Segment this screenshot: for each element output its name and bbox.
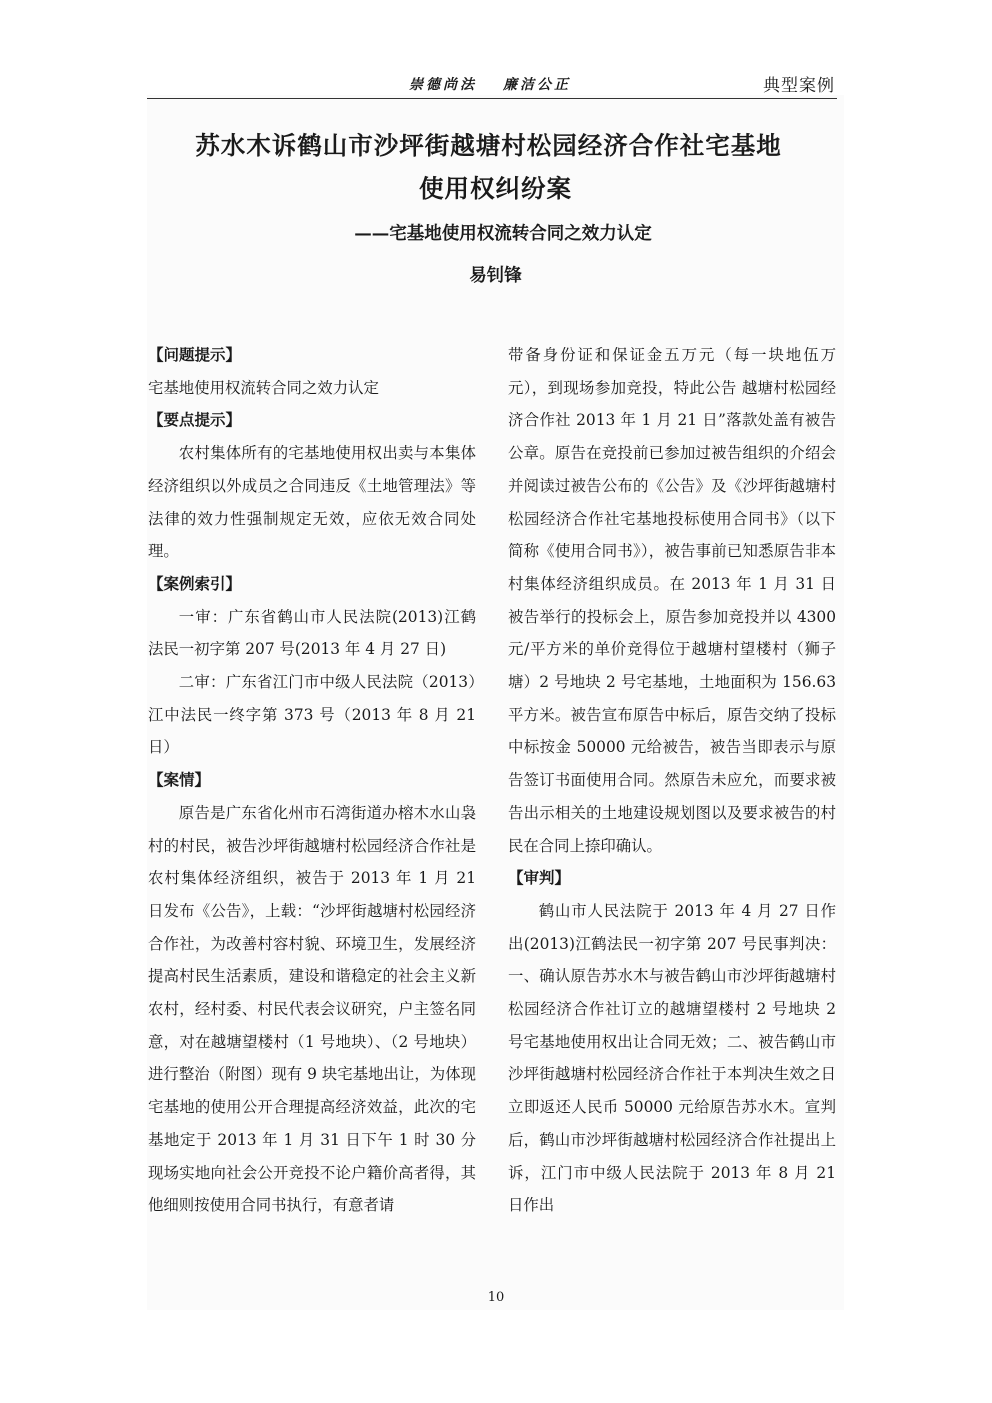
judgment-text: 鹤山市人民法院于 2013 年 4 月 27 日作出(2013)江鹤法民一初字第 207 号民事判决：一、确认原告苏水木与被告鹤山市沙坪街越塘村松园经济合作社订立的越塘望楼村 2 号地块 2 号宅基地使用权出让合同无效；二、被告鹤山市沙坪街越塘村松园经济合作社于本判决生效之日立即返还人民币 50000 元给原告苏水木。宣判后，鹤山市沙坪街越塘村松园经济合作社提出上诉，江门市中级人民法院于 2013 年 8 月 21 日作出	[508, 901, 836, 1215]
facts-text: 原告是广东省化州市石湾街道办榕木水山袅村的村民，被告沙坪街越塘村松园经济合作社是农村集体经济组织，被告于 2013 年 1 月 21 日发布《公告》，上载：“沙坪街越塘村松园经济合作社，为改善村容村貌、环境卫生，发展经济提高村民生活素质，建设和谐稳定的社会主义新农村，经村委、村民代表会议研究，户主签名同意，对在越塘望楼村（1 号地块）、（2 号地块）进行整治（附图）现有 9 块宅基地出让，为体现宅基地的使用公开合理提高经济效益，此次的宅基地定于 2013 年 1 月 31 日下午 1 时 30 分现场实地向社会公开竞投不论户籍价高者得，其他细则按使用合同书执行，有意者请	[148, 803, 476, 1215]
page-header	[147, 68, 837, 99]
article-subtitle: ——宅基地使用权流转合同之效力认定	[354, 224, 652, 244]
motto-1: 崇德尚法	[409, 77, 477, 93]
header-motto	[409, 74, 597, 94]
motto-2: 廉洁公正	[503, 77, 571, 93]
right-column	[508, 339, 836, 1222]
key-points-text: 农村集体所有的宅基地使用权出卖与本集体经济组织以外成员之合同违反《土地管理法》等法律的效力性强制规定无效，应依无效合同处理。	[148, 444, 476, 561]
article-title-line-1: 苏水木诉鹤山市沙坪街越塘村松园经济合作社宅基地	[195, 131, 782, 160]
case-index-second-instance: 二审：广东省江门市中级人民法院（2013）江中法民一终字第 373 号（2013 年 8 月 21 日）	[148, 673, 476, 757]
heading-judgment: 【审判】	[508, 869, 571, 888]
article-author: 易钊锋	[469, 266, 522, 286]
facts-continued-text: 带备身份证和保证金五万元（每一块地伍万元），到现场参加竞投，特此公告 越塘村松园经济合作社 2013 年 1 月 21 日”落款处盖有被告公章。原告在竞投前已参加过被告组织的介绍会并阅读过被告公布的《公告》及《沙坪街越塘村松园经济合作社宅基地投标使用合同书》（以下简称《使用合同书》），被告事前已知悉原告非本村集体经济组织成员。在 2013 年 1 月 31 日被告举行的投标会上，原告参加竞投并以 4300 元/平方米的单价竞得位于越塘村望楼村（狮子塘）2 号地块 2 号宅基地，土地面积为 156.63 平方米。被告宣布原告中标后，原告交纳了投标中标按金 50000 元给被告，被告当即表示与原告签订书面使用合同。然原告未应允，而要求被告出示相关的土地建设规划图以及要求被告的村民在合同上捺印确认。	[508, 346, 836, 855]
article-title-line-2: 使用权纠纷案	[419, 174, 572, 203]
left-column	[148, 339, 476, 1222]
heading-facts: 【案情】	[148, 771, 211, 790]
heading-key-points: 【要点提示】	[148, 411, 242, 430]
case-index-first-instance: 一审：广东省鹤山市人民法院(2013)江鹤法民一初字第 207 号(2013 年 4 月 27 日)	[148, 607, 476, 659]
issue-text: 宅基地使用权流转合同之效力认定	[148, 378, 379, 397]
section-tag: 典型案例	[763, 76, 835, 96]
page-number: 10	[487, 1290, 505, 1305]
heading-issue: 【问题提示】	[148, 346, 242, 364]
heading-case-index: 【案例索引】	[148, 574, 242, 593]
